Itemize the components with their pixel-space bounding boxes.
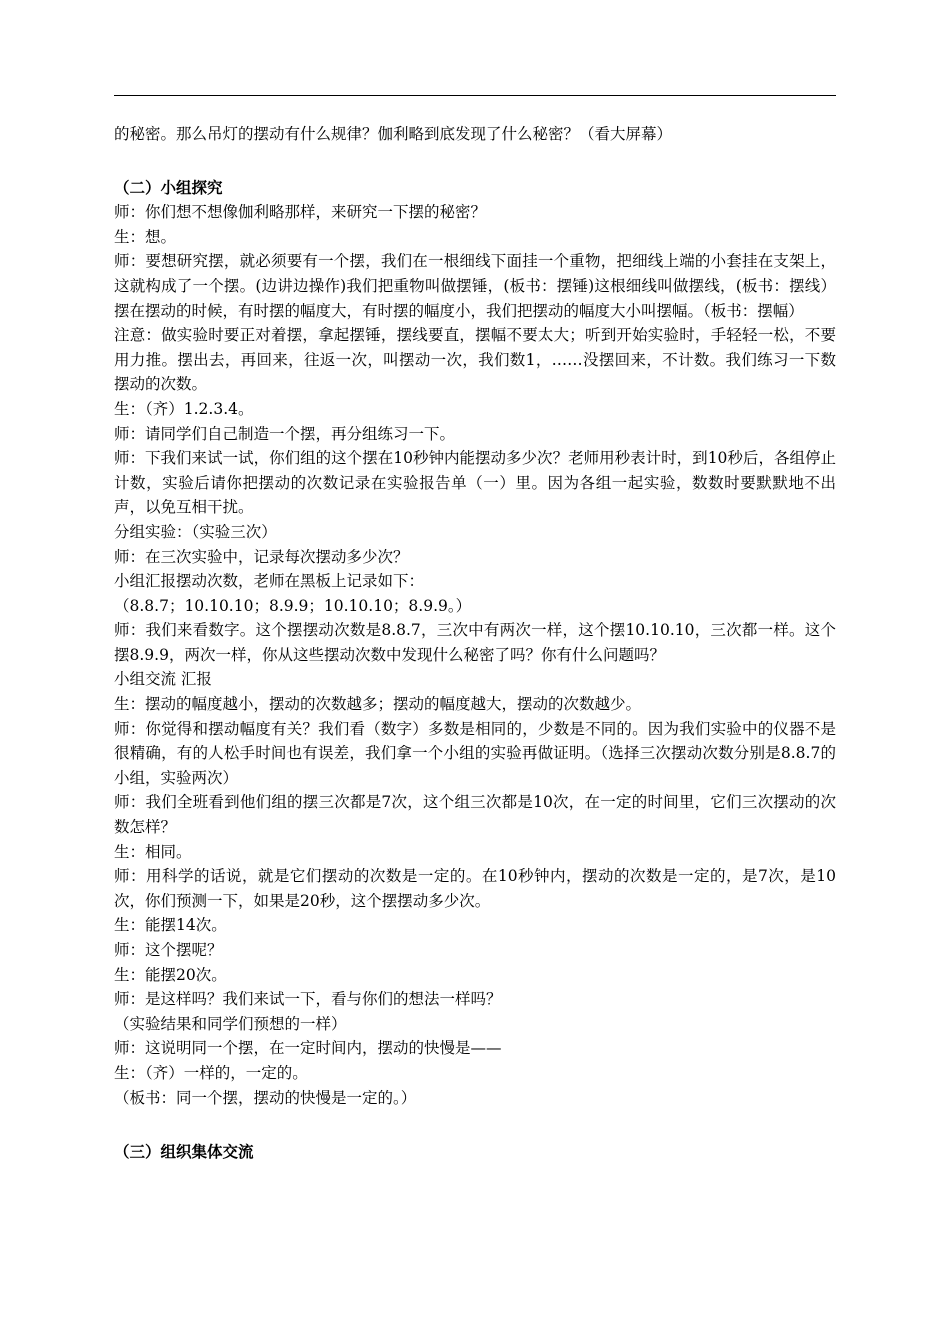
- paragraph: 师：请同学们自己制造一个摆，再分组练习一下。: [114, 424, 456, 443]
- paragraph: 生：（齐）一样的，一定的。: [114, 1063, 308, 1082]
- paragraph: 师：你们想不想像伽利略那样，来研究一下摆的秘密？: [114, 203, 487, 222]
- paragraph: 小组汇报摆动次数，老师在黑板上记录如下：: [114, 572, 425, 591]
- paragraph: 生：能摆14次。: [114, 916, 227, 935]
- section-heading-collective-exchange: （三）组织集体交流: [114, 1142, 254, 1162]
- paragraph: 师：是这样吗？我们来试一下，看与你们的想法一样吗？: [114, 990, 502, 1009]
- paragraph: 小组交流 汇报: [114, 670, 212, 689]
- paragraph: （板书：同一个摆，摆动的快慢是一定的。）: [114, 1088, 417, 1107]
- paragraph: （实验结果和同学们预想的一样）: [114, 1014, 347, 1033]
- document-body: [114, 122, 836, 1165]
- paragraph: 师：用科学的话说，就是它们摆动的次数是一定的。在10秒钟内，摆动的次数是一定的，是7次，是10次，你们预测一下，如果是20秒，这个摆摆动多少次。: [114, 867, 836, 910]
- section-heading-group-inquiry: （二）小组探究: [114, 177, 223, 197]
- paragraph: 师：这个摆呢？: [114, 941, 223, 959]
- paragraph: 注意：做实验时要正对着摆，拿起摆锤，摆线要直，摆幅不要太大；听到开始实验时，手轻轻一松，不要用力推。摆出去，再回来，往返一次，叫摆动一次，我们数1，……没摆回来，不计数。我们练习一下数摆动的次数。: [114, 326, 836, 394]
- spacer: [114, 147, 836, 176]
- paragraph: 师：要想研究摆，就必须要有一个摆，我们在一根细线下面挂一个重物，把细线上端的小套挂在支架上，这就构成了一个摆。(边讲边操作)我们把重物叫做摆锤，(板书：摆锤)这根细线叫做摆线，(板书：摆线）摆在摆动的时候，有时摆的幅度大，有时摆的幅度小，我们把摆动的幅度大小叫摆幅。（板书：摆幅）: [114, 252, 836, 320]
- paragraph: 师：我们来看数字。这个摆摆动次数是8.8.7，三次中有两次一样，这个摆10.10.10，三次都一样。这个摆8.9.9，两次一样，你从这些摆动次数中发现什么秘密了吗？你有什么问题吗？: [114, 621, 836, 664]
- header-rule: [114, 95, 836, 96]
- paragraph: 分组实验：（实验三次）: [114, 522, 277, 541]
- spacer: [114, 1110, 836, 1140]
- paragraph: （8.8.7；10.10.10；8.9.9；10.10.10；8.9.9。）: [114, 596, 472, 615]
- paragraph-intro: 的秘密。那么吊灯的摆动有什么规律？伽利略到底发现了什么秘密？（看大屏幕）: [114, 125, 673, 143]
- paragraph: 生：（齐）1.2.3.4。: [114, 399, 254, 418]
- paragraph: 生：相同。: [114, 842, 192, 861]
- paragraph: 师：下我们来试一试，你们组的这个摆在10秒钟内能摆动多少次？老师用秒表计时，到10秒后，各组停止计数，实验后请你把摆动的次数记录在实验报告单（一）里。因为各组一起实验，数数时要默默地不出声，以免互相干扰。: [114, 449, 836, 517]
- paragraph: 生：摆动的幅度越小，摆动的次数越多；摆动的幅度越大，摆动的次数越少。: [114, 695, 642, 714]
- paragraph: 师：我们全班看到他们组的摆三次都是7次，这个组三次都是10次，在一定的时间里，它们三次摆动的次数怎样？: [114, 793, 836, 837]
- paragraph: 师：在三次实验中，记录每次摆动多少次？: [114, 547, 409, 566]
- paragraph: 师：你觉得和摆动幅度有关？我们看（数字）多数是相同的，少数是不同的。因为我们实验中的仪器不是很精确，有的人松手时间也有误差，我们拿一个小组的实验再做证明。（选择三次摆动次数分别是8.8.7的小组，实验两次）: [114, 719, 836, 787]
- paragraph: 生：能摆20次。: [114, 965, 227, 984]
- paragraph: 生：想。: [114, 227, 177, 246]
- paragraph: 师：这说明同一个摆，在一定时间内，摆动的快慢是——: [114, 1039, 502, 1058]
